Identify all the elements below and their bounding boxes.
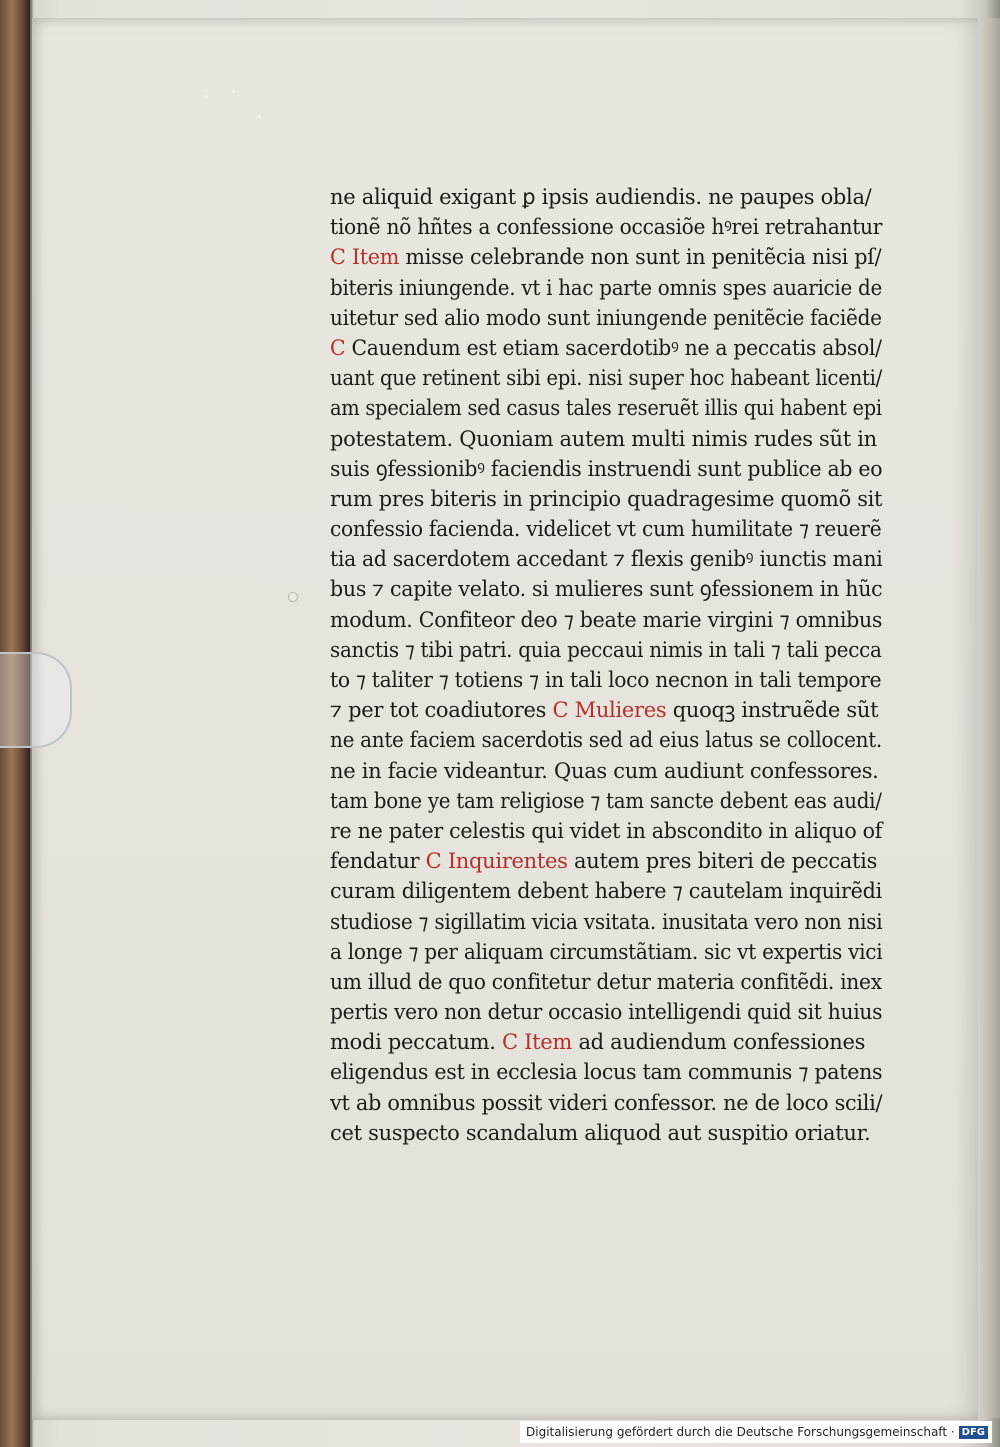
line-text: tam bone ye tam religiose ⁊ tam sancte debent eas audi/	[330, 788, 882, 813]
line-text: pertis vero non detur occasio intelligendi quid sit huius	[330, 1000, 883, 1025]
text-line	[330, 846, 882, 876]
line-text: suis ꝯfessionibꝰ faciendis instruendi sunt publice ab eo	[330, 456, 883, 481]
footer-text: Digitalisierung gefördert durch die Deutsche Forschungsgemeinschaft ·	[526, 1425, 955, 1439]
text-line	[330, 574, 883, 604]
text-line	[330, 635, 882, 665]
text-line	[330, 333, 882, 363]
line-text: to ⁊ taliter ⁊ totiens ⁊ in tali loco necnon in tali tempore	[330, 668, 882, 692]
text-line	[330, 212, 883, 242]
line-text: Cauendum est etiam sacerdotibꝰ ne a peccatis absol/	[345, 335, 882, 360]
rubric: C Item	[495, 1030, 573, 1055]
line-text: eligendus est in ecclesia locus tam communis ⁊ patens	[330, 1060, 883, 1085]
line-text: cet suspecto scandalum aliquod aut suspitio oriatur.	[330, 1120, 871, 1145]
line-text: um illud de quo confitetur detur materia confitẽdi. inex	[330, 969, 882, 994]
text-line	[330, 876, 882, 906]
text-line	[330, 454, 883, 484]
text-line	[330, 725, 882, 755]
line-text: uitetur sed alio modo sunt iniungende penitẽcie faciẽde	[330, 305, 882, 330]
line-text: rum pres biteris in principio quadragesime quomõ sit	[330, 486, 883, 511]
text-line	[330, 967, 882, 997]
rubric: C Inquirentes	[419, 849, 568, 874]
paper-speck	[258, 115, 261, 118]
text-line	[330, 484, 883, 514]
text-line	[330, 242, 882, 272]
text-line	[330, 1118, 882, 1148]
line-text: modi peccatum.	[330, 1030, 496, 1055]
text-line	[330, 273, 883, 303]
line-text: sanctis ⁊ tibi patri. quia peccaui nimis in tali ⁊ tali pecca	[330, 637, 882, 662]
text-line	[330, 393, 882, 423]
line-text: ne aliquid exigant ꝑ ipsis audiendis. ne paupes obla/	[330, 185, 872, 209]
line-text: uant que retinent sibi epi. nisi super hoc habeant licenti/	[330, 366, 883, 391]
line-text: ⁊ per tot coadiutores	[330, 698, 547, 723]
line-text: misse celebrande non sunt in penitẽcia nisi pſ/	[399, 245, 882, 270]
line-text: confessio facienda. videlicet vt cum humilitate ⁊ reuerẽ	[330, 517, 882, 542]
page-edge	[978, 18, 1000, 1418]
text-line	[330, 786, 882, 816]
rubric: C Item	[330, 245, 400, 270]
line-text: potestatem. Quoniam autem multi nimis rudes sũt in	[330, 426, 877, 451]
line-text: curam diligentem debent habere ⁊ cautelam inquirẽdi	[330, 879, 882, 904]
rubric: C Mulieres	[546, 698, 667, 723]
text-line	[330, 665, 882, 695]
footer-credit	[520, 1421, 992, 1443]
line-text: autem pres biteri de peccatis	[567, 849, 878, 874]
text-line	[330, 424, 882, 454]
line-text: vt ab omnibus possit videri confessor. ne de loco scili/	[330, 1090, 883, 1115]
line-text: re ne pater celestis qui videt in abscondito in aliquo of	[330, 818, 883, 843]
line-text: biteris iniungende. vt i hac parte omnis spes auaricie de	[330, 275, 883, 300]
line-text: am specialem sed casus tales reseruẽt illis qui habent epi	[330, 396, 882, 421]
text-line	[330, 997, 883, 1027]
paper-hole	[288, 592, 298, 602]
text-line	[330, 1027, 882, 1057]
text-line	[330, 1088, 883, 1118]
text-line	[330, 695, 882, 725]
text-line	[330, 514, 882, 544]
text-line	[330, 544, 883, 574]
paper-speck	[205, 95, 208, 98]
paper-speck	[232, 90, 235, 93]
line-text: fendatur	[330, 849, 420, 874]
line-text: ne in facie videantur. Quas cum audiunt confessores.	[330, 758, 879, 783]
text-line	[330, 907, 883, 937]
rubric: C	[330, 335, 346, 360]
line-text: a longe ⁊ per aliquam circumstãtiam. sic vt expertis vici	[330, 939, 883, 964]
text-block	[330, 182, 882, 1148]
line-text: bus ⁊ capite velato. si mulieres sunt ꝯfessionem in hũc	[330, 577, 883, 602]
line-text: ad audiendum confessiones	[572, 1030, 866, 1055]
line-text: tionẽ nõ hñtes a confessione occasiõe hꝰrei retrahantur	[330, 215, 883, 240]
text-line	[330, 303, 882, 333]
text-line	[330, 1057, 883, 1087]
line-text: studiose ⁊ sigillatim vicia vsitata. inusitata vero non nisi	[330, 909, 883, 934]
page-clip	[0, 652, 72, 748]
line-text: quoqꝫ instruẽde sũt	[666, 698, 879, 723]
text-line	[330, 363, 883, 393]
dfg-logo: DFG	[959, 1426, 988, 1439]
text-line	[330, 182, 882, 212]
line-text: ne ante faciem sacerdotis sed ad eius latus se collocent.	[330, 728, 882, 753]
text-line	[330, 816, 883, 846]
text-line	[330, 937, 883, 967]
line-text: modum. Confiteor deo ⁊ beate marie virgini ⁊ omnibus	[330, 607, 883, 632]
text-line	[330, 605, 883, 635]
text-line	[330, 756, 882, 786]
line-text: tia ad sacerdotem accedant ⁊ flexis genibꝰ iunctis mani	[330, 547, 883, 572]
